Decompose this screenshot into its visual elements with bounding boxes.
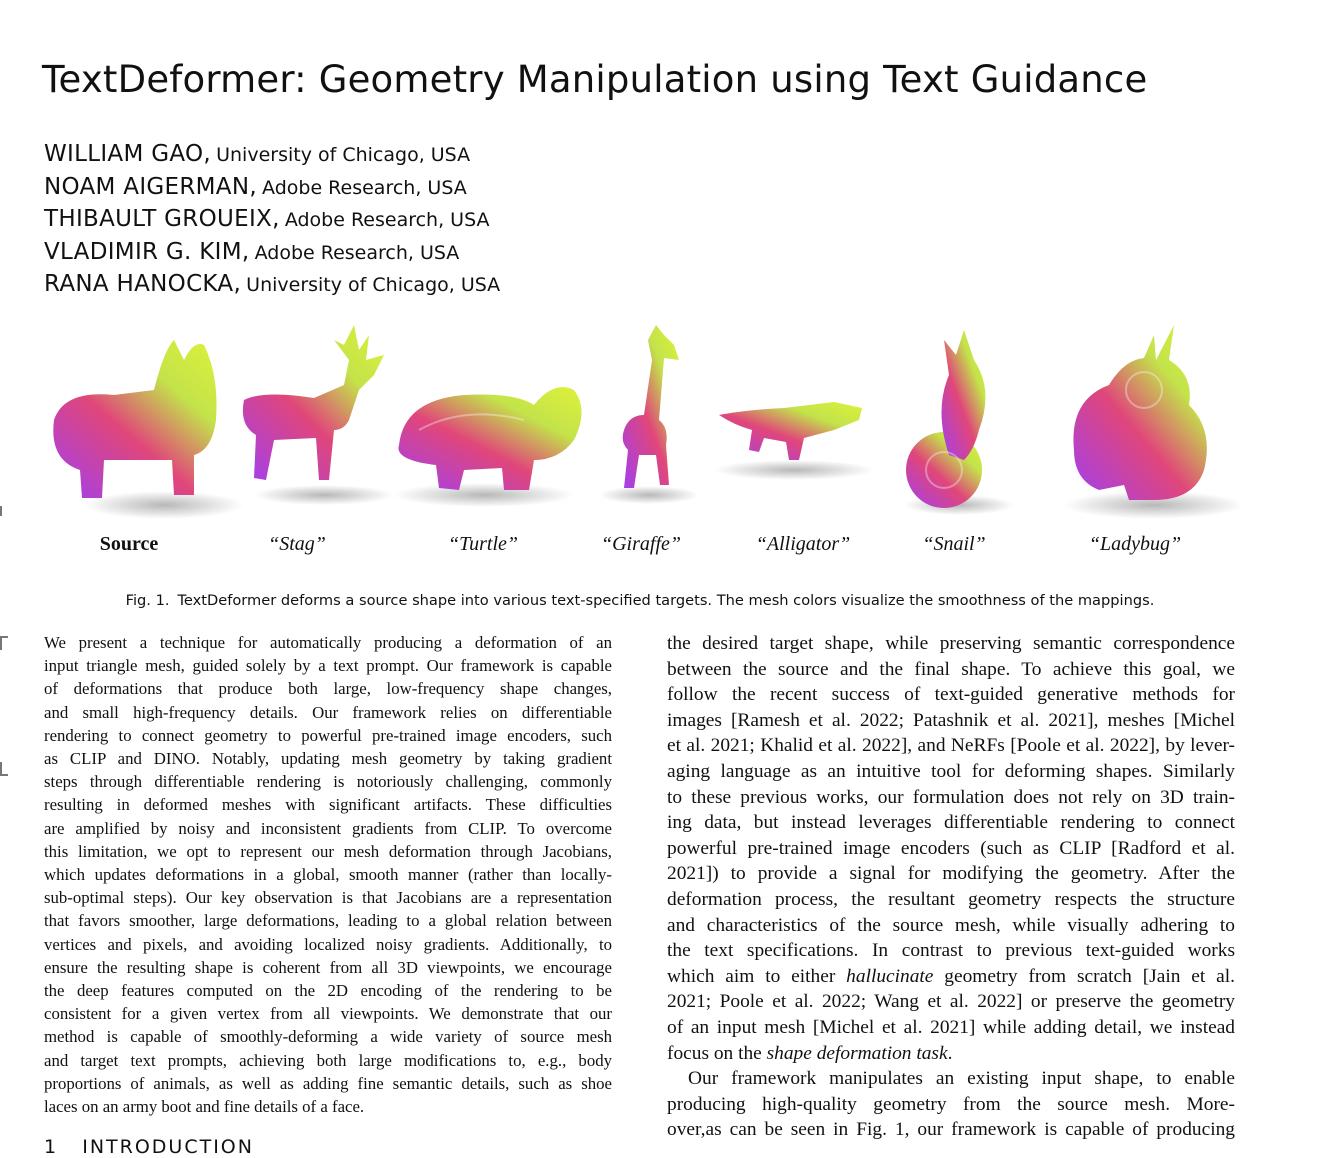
abstract-line: sub-optimal steps). Our key observation is that Jacobians are a representation [44,888,612,908]
figure-label-stag: “Stag” [268,533,326,555]
body-line: of an input mesh [Michel et al. 2021] while adding detail, we instead [667,1016,1235,1038]
body-line: between the source and the final shape. To achieve this goal, we [667,658,1235,680]
author-affiliation: University of Chicago, USA [246,274,501,297]
introduction-column [667,631,1235,1143]
abstract [44,631,612,1118]
abstract-line: vertices and pixels, and avoiding localized noisy gradients. Additionally, to [44,934,612,954]
body-line: et al. 2021; Khalid et al. 2022], and NeRFs [Poole et al. 2022], by lever- [667,735,1235,757]
abstract-line: method is capable of smoothly-deforming a wide variety of source mesh [44,1027,612,1047]
caption-text: TextDeformer deforms a source shape into various text-specified targets. The mesh colors visualize the smoothness of the mappings. [177,592,1155,609]
author-entry [44,236,500,269]
text-run: focus on the [667,1042,767,1064]
body-line: powerful pre-trained image encoders (such as CLIP [Radford et al. [667,837,1235,859]
body-line: ing data, but instead leverages differentiable rendering to connect [667,812,1235,834]
body-line: the desired target shape, while preserving semantic correspondence [667,633,1235,654]
author-entry [44,138,500,171]
author-list [44,138,500,301]
body-line: 2021; Poole et al. 2022; Wang et al. 2022] or preserve the geometry [667,991,1235,1013]
author-name: NOAM AIGERMAN, [44,173,257,200]
figure-caption [0,592,1280,609]
abstract-line: rendering to connect geometry to powerful pre-trained image encoders, such [44,725,612,745]
abstract-line: input triangle mesh, guided solely by a text prompt. Our framework is capable [44,656,612,676]
author-entry [44,203,500,236]
body-line: images [Ramesh et al. 2022; Patashnik et al. 2021], meshes [Michel [667,709,1235,731]
author-affiliation: Adobe Research, USA [284,209,490,232]
abstract-line: proportions of animals, as well as adding fine semantic details, such as shoe [44,1073,612,1093]
text-run: geometry from scratch [Jain et al. [933,965,1235,987]
source-mesh [53,340,244,519]
margin-mark [0,762,8,776]
mesh-renderings [44,320,1239,530]
body-line: deformation process, the resultant geometry respects the structure [667,888,1235,910]
abstract-line: consistent for a given vertex from all viewpoints. We demonstrate that our [44,1004,612,1024]
abstract-line: are amplified by noisy and inconsistent gradients from CLIP. To overcome [44,818,612,838]
figure-label-turtle: “Turtle” [447,533,519,555]
abstract-line: resulting in deformed meshes with significant artifacts. These difficulties [44,795,612,815]
section-number: 1 [44,1136,59,1158]
abstract-line: of deformations that produce both large, low-frequency shape changes, [44,679,612,699]
body-line: to these previous works, our formulation does not rely on 3D train- [667,786,1235,808]
body-line [667,1041,1235,1067]
abstract-line: ensure the resulting shape is coherent from all 3D viewpoints, we encourage [44,957,612,977]
abstract-line: the deep features computed on the 2D encoding of the rendering to be [44,981,612,1001]
margin-mark [0,506,8,516]
text-run: . [947,1042,953,1064]
figure-label-ladybug: “Ladybug” [1088,533,1182,555]
body-line [667,964,1235,990]
abstract-line: laces on an army boot and fine details of a face. [44,1097,365,1117]
author-name: WILLIAM GAO, [44,141,211,167]
author-entry [44,171,500,204]
figure-label-giraffe: “Giraffe” [600,533,682,555]
paper-title: TextDeformer: Geometry Manipulation using Text Guidance [42,58,1148,101]
abstract-line: steps through differentiable rendering is notoriously challenging, commonly [44,772,612,792]
figure-label-source: Source [99,533,159,555]
author-affiliation: University of Chicago, USA [216,144,471,166]
emphasis-text: hallucinate [846,965,934,987]
abstract-line: and small high-frequency details. Our framework relies on differentiable [44,702,612,722]
snail-mesh [904,330,1014,515]
body-line: aging language as an intuitive tool for deforming shapes. Similarly [667,760,1235,782]
author-name: THIBAULT GROUEIX, [44,206,280,233]
body-line: 2021]) to provide a signal for modifying the geometry. After the [667,863,1235,885]
giraffe-mesh [599,325,699,504]
figure-label-alligator: “Alligator” [755,533,851,555]
body-line: the text specifications. In contrast to previous text-guided works [667,940,1235,962]
abstract-line: which updates deformations in a global, smooth manner (rather than locally- [44,865,612,885]
body-line: producing high-quality geometry from the source mesh. More- [667,1093,1235,1115]
author-name: RANA HANOCKA, [44,271,242,298]
section-title: INTRODUCTION [82,1136,254,1158]
author-affiliation: Adobe Research, USA [254,241,460,264]
turtle-mesh [394,387,582,507]
author-entry [44,268,500,301]
body-line: Our framework manipulates an existing input shape, to enable [688,1068,1235,1090]
ladybug-mesh [1064,325,1239,519]
abstract-line: this limitation, we opt to represent our mesh deformation through Jacobians, [44,841,612,861]
body-line: over,as can be seen in Fig. 1, our framework is capable of producing [667,1119,1235,1141]
section-heading [44,1136,254,1158]
abstract-line: that favors smoother, large deformations, leading to a global relation between [44,911,612,931]
body-line: and characteristics of the source mesh, while visually adhering to [667,914,1235,936]
emphasis-text: shape deformation task [766,1042,948,1064]
caption-number: Fig. 1. [125,592,170,609]
alligator-mesh [714,402,874,480]
body-line: follow the recent success of text-guided generative methods for [667,684,1235,706]
abstract-line: We present a technique for automatically producing a deformation of an [44,633,612,652]
abstract-line: as CLIP and DINO. Notably, updating mesh geometry by taking gradient [44,749,612,769]
stag-mesh [243,325,394,505]
author-name: VLADIMIR G. KIM, [44,238,250,265]
author-affiliation: Adobe Research, USA [262,176,467,199]
margin-mark [0,636,8,650]
text-run: which aim to either [667,965,847,987]
figure-label-snail: “Snail” [922,533,986,555]
teaser-figure [44,320,1239,565]
abstract-line: and target text prompts, achieving both large modifications to, e.g., body [44,1050,612,1070]
